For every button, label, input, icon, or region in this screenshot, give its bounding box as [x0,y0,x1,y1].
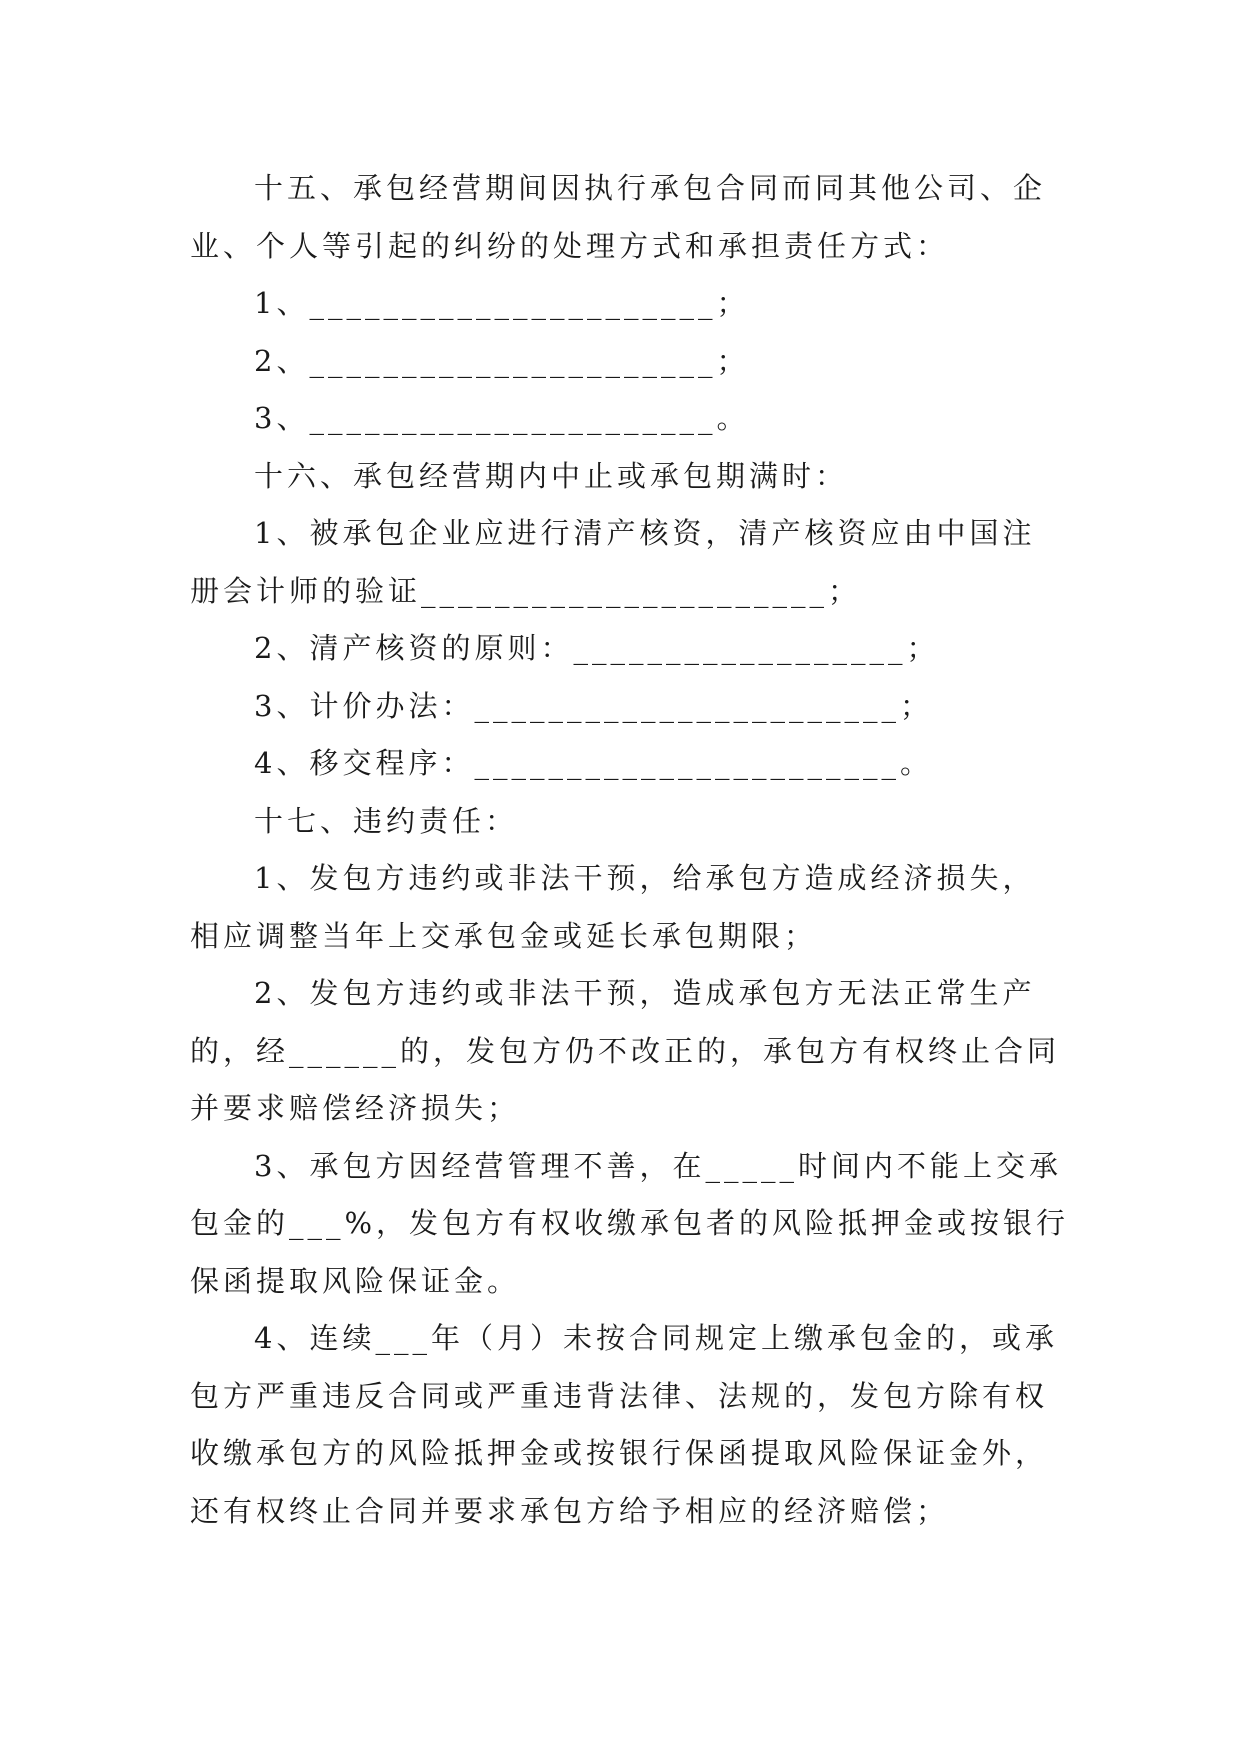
clause-17-item-2-line-3: 并要求赔偿经济损失； [190,1091,521,1125]
clause-15-heading-line-2: 业、个人等引起的纠纷的处理方式和承担责任方式： [190,228,950,263]
clause-17-item-4-line-3: 收缴承包方的风险抵押金或按银行保函提取风险保证金外， [190,1436,1049,1470]
clause-17-item-2-line-2: 的，经______的，发包方仍不改正的，承包方有权终止合同 [190,1033,1061,1068]
clause-16-item-1-line-2: 册会计师的验证______________________； [190,573,862,608]
clause-17-item-2-line-1: 2、发包方违约或非法干预，造成承包方无法正常生产 [254,976,1036,1010]
clause-16-item-1-line-1: 1、被承包企业应进行清产核资，清产核资应由中国注 [254,516,1036,550]
clause-16-heading: 十六、承包经营期内中止或承包期满时： [254,458,849,493]
clause-17-item-4-line-2: 包方严重违反合同或严重违背法律、法规的，发包方除有权 [190,1378,1049,1413]
clause-15-heading-line-1: 十五、承包经营期间因执行承包合同而同其他公司、企 [254,171,1047,205]
clause-15-item-1: 1、______________________； [254,286,750,320]
clause-17-item-1-line-2: 相应调整当年上交承包金或延长承包期限； [190,918,818,953]
clause-17-heading: 十七、违约责任： [254,803,519,838]
clause-17-item-4-line-4: 还有权终止合同并要求承包方给予相应的经济赔偿； [190,1493,950,1528]
clause-16-item-4: 4、移交程序：_______________________。 [254,746,933,780]
clause-17-item-1-line-1: 1、发包方违约或非法干预，给承包方造成经济损失， [254,861,1036,895]
clause-15-item-2: 2、______________________； [254,343,750,378]
clause-17-item-4-line-1: 4、连续___年（月）未按合同规定上缴承包金的，或承 [254,1321,1058,1355]
clause-15-item-3: 3、______________________。 [254,401,750,435]
document-page [190,160,1070,1540]
clause-17-item-3-line-1: 3、承包方因经营管理不善，在_____时间内不能上交承 [254,1148,1062,1183]
clause-17-item-3-line-3: 保函提取风险保证金。 [190,1263,521,1298]
clause-16-item-2: 2、清产核资的原则：__________________； [254,631,940,665]
clause-17-item-3-line-2: 包金的___%，发包方有权收缴承包者的风险抵押金或按银行 [190,1206,1070,1240]
clause-16-item-3: 3、计价办法：_______________________； [254,688,933,723]
